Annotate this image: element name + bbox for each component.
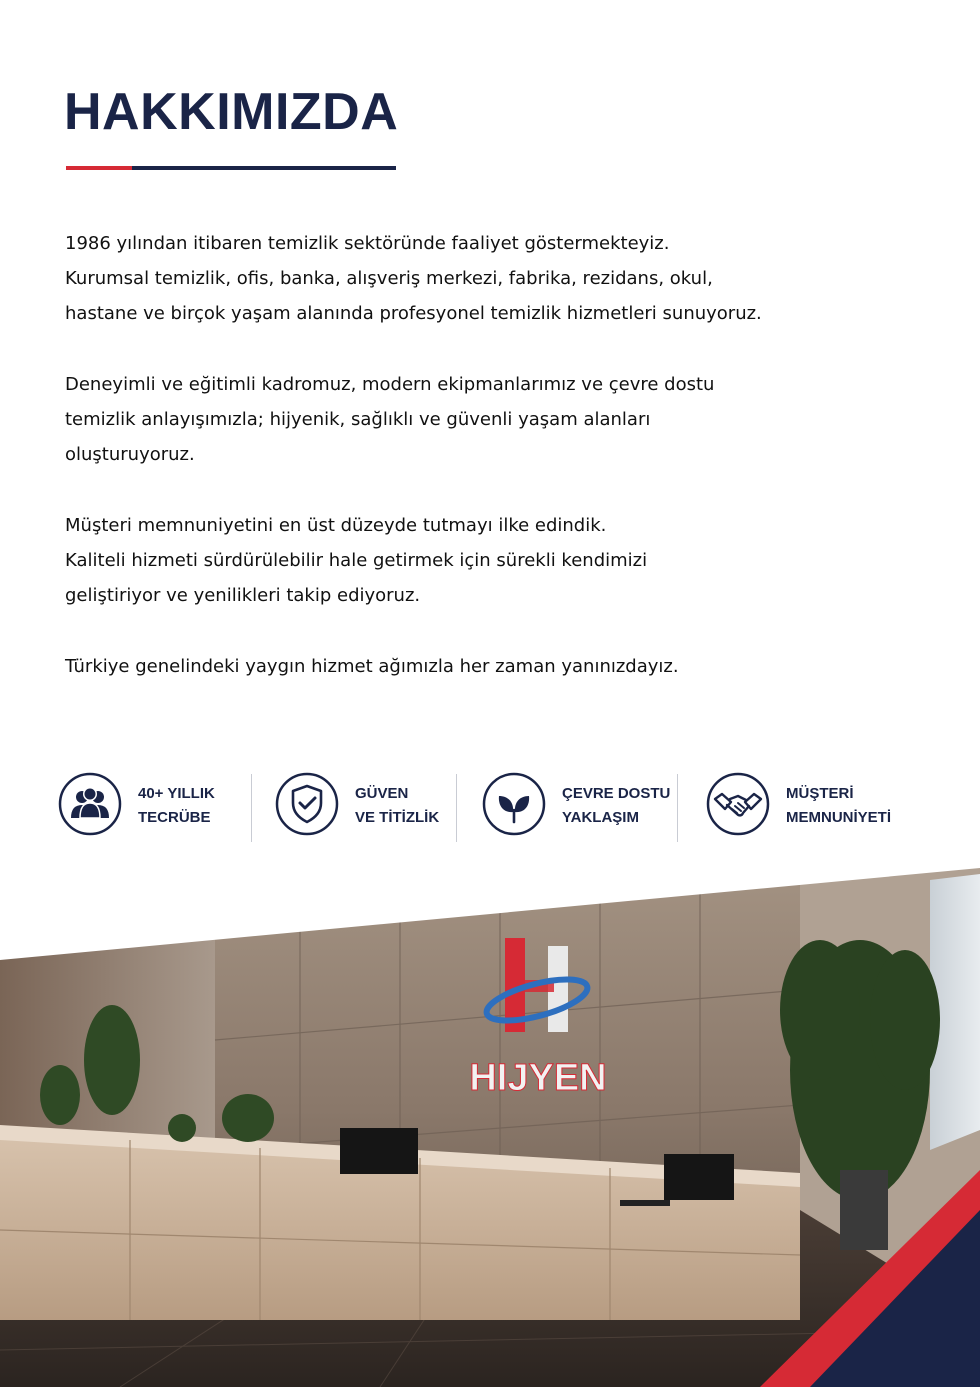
- feature-strip: [58, 770, 908, 842]
- about-text: [65, 226, 915, 720]
- feature-label: [355, 782, 439, 830]
- feature-label: [786, 782, 891, 830]
- office-reception-photo: [0, 850, 980, 1387]
- feature-label-line1: GÜVEN: [355, 785, 409, 802]
- text-line: hastane ve birçok yaşam alanında profesyonel temizlik hizmetleri sunuyoruz.: [65, 303, 762, 324]
- text-line: 1986 yılından itibaren temizlik sektöründe faaliyet göstermekteyiz.: [65, 233, 670, 254]
- underline-navy-segment: [132, 166, 396, 170]
- shield-check-icon: [275, 772, 339, 836]
- underline-red-segment: [66, 166, 132, 170]
- feature-label-line1: ÇEVRE DOSTU: [562, 785, 671, 802]
- feature-divider: [677, 774, 678, 842]
- text-line: Deneyimli ve eğitimli kadromuz, modern ekipmanlarımız ve çevre dostu: [65, 374, 715, 395]
- leaf-icon: [482, 772, 546, 836]
- feature-label-line2: VE TİTİZLİK: [355, 809, 440, 826]
- feature-label-line1: 40+ YILLIK: [138, 785, 215, 802]
- handshake-icon: [706, 772, 770, 836]
- paragraph-satisfaction: [65, 508, 915, 613]
- title-underline: [66, 166, 396, 170]
- team-icon: [58, 772, 122, 836]
- feature-label-line2: TECRÜBE: [138, 809, 211, 826]
- paragraph-network: [65, 649, 915, 684]
- text-line: temizlik anlayışımızla; hijyenik, sağlıklı ve güvenli yaşam alanları: [65, 409, 651, 430]
- feature-divider: [251, 774, 252, 842]
- text-line: Kaliteli hizmeti sürdürülebilir hale getirmek için sürekli kendimizi: [65, 550, 648, 571]
- feature-label-line2: YAKLAŞIM: [562, 809, 639, 826]
- paragraph-team: [65, 367, 915, 472]
- feature-label: [138, 782, 215, 830]
- page-title: HAKKIMIZDA: [64, 83, 399, 141]
- paragraph-history: [65, 226, 915, 331]
- sign-text: HIJYEN: [469, 1057, 607, 1099]
- feature-label-line2: MEMNUNİYETİ: [786, 809, 891, 826]
- feature-divider: [456, 774, 457, 842]
- feature-label-line1: MÜŞTERİ: [786, 785, 854, 802]
- feature-label: [562, 782, 670, 830]
- text-line: oluşturuyoruz.: [65, 444, 195, 465]
- text-line: Kurumsal temizlik, ofis, banka, alışveriş merkezi, fabrika, rezidans, okul,: [65, 268, 713, 289]
- text-line: Müşteri memnuniyetini en üst düzeyde tutmayı ilke edindik.: [65, 515, 607, 536]
- text-line: geliştiriyor ve yenilikleri takip ediyoruz.: [65, 585, 421, 606]
- text-line: Türkiye genelindeki yaygın hizmet ağımızla her zaman yanınızdayız.: [65, 656, 679, 677]
